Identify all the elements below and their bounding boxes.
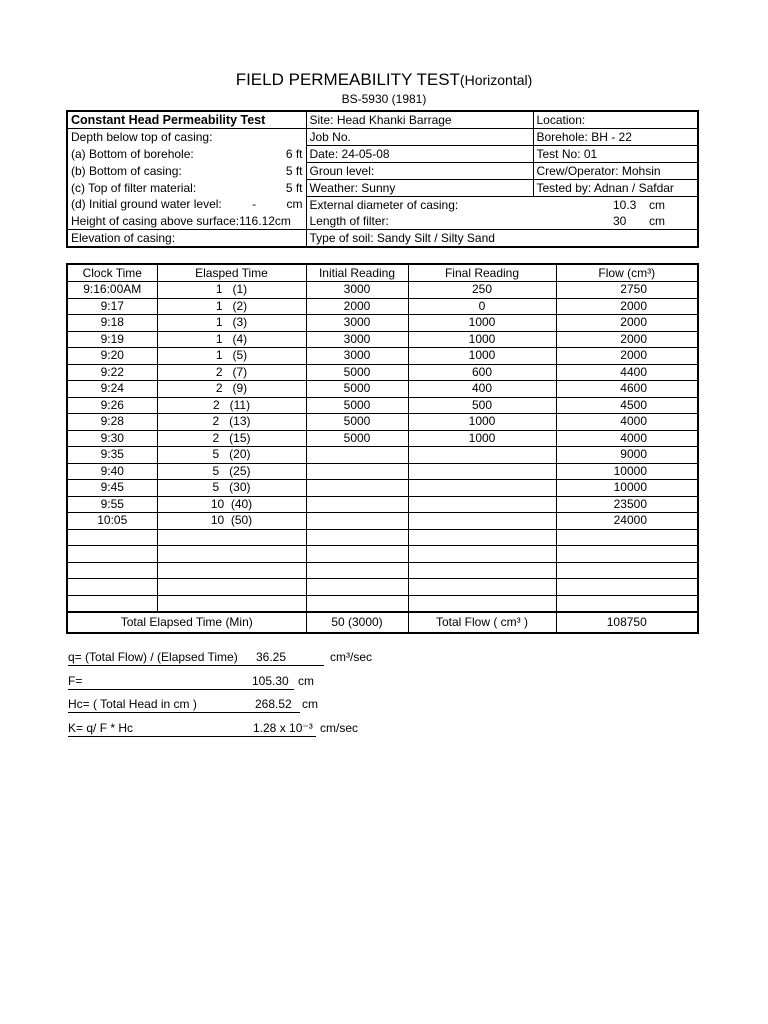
table-row [67, 513, 698, 530]
table-row [67, 298, 698, 315]
elapsed-time-cell: 1 (5) [157, 348, 306, 365]
ground-water-level [67, 197, 306, 214]
flow-cell [556, 579, 698, 596]
final-reading-cell [408, 480, 556, 497]
date: Date: 24-05-08 [306, 146, 533, 163]
final-reading-cell: 1000 [408, 315, 556, 332]
final-reading-cell [408, 513, 556, 530]
initial-reading-cell: 5000 [306, 397, 408, 414]
table-row [67, 447, 698, 464]
flow-cell: 4500 [556, 397, 698, 414]
final-reading-cell [408, 562, 556, 579]
test-info-table [66, 110, 699, 248]
table-row [67, 331, 698, 348]
q-label: q= (Total Flow) / (Elapsed Time) [68, 650, 238, 664]
elapsed-time-cell: 2 (11) [157, 397, 306, 414]
crew: Crew/Operator: Mohsin [533, 163, 698, 180]
initial-reading-cell [306, 562, 408, 579]
clock-time-cell: 9:28 [67, 414, 157, 431]
clock-time-cell: 9:22 [67, 364, 157, 381]
flow-cell: 4400 [556, 364, 698, 381]
final-reading-cell [408, 447, 556, 464]
elapsed-time-cell: 1 (2) [157, 298, 306, 315]
flow-cell: 4000 [556, 430, 698, 447]
bottom-borehole-label: (a) Bottom of borehole: [71, 146, 194, 161]
test-no: Test No: 01 [533, 146, 698, 163]
total-time-label: Total Elapsed Time (Min) [67, 612, 306, 633]
flow-cell: 10000 [556, 463, 698, 480]
casing-elevation: Elevation of casing: [67, 230, 306, 248]
clock-time-cell [67, 579, 157, 596]
table-row [67, 546, 698, 563]
final-reading-cell [408, 595, 556, 612]
elapsed-time-cell [157, 595, 306, 612]
q-unit: cm³/sec [330, 650, 372, 664]
clock-time-cell: 10:05 [67, 513, 157, 530]
elapsed-time-cell: 2 (7) [157, 364, 306, 381]
initial-reading-cell [306, 496, 408, 513]
elapsed-time-cell [157, 529, 306, 546]
f-label: F= [68, 674, 83, 688]
table-row [67, 315, 698, 332]
initial-reading-cell: 3000 [306, 331, 408, 348]
elapsed-time-cell: 2 (13) [157, 414, 306, 431]
col-flow: Flow (cm³) [556, 264, 698, 282]
col-final-reading: Final Reading [408, 264, 556, 282]
flow-cell: 9000 [556, 447, 698, 464]
clock-time-cell [67, 562, 157, 579]
standard-reference: BS-5930 (1981) [341, 92, 427, 106]
initial-reading-cell [306, 595, 408, 612]
readings-table [66, 263, 699, 634]
site: Site: Head Khanki Barrage [306, 111, 533, 129]
bottom-casing [67, 163, 306, 180]
flow-cell: 2000 [556, 298, 698, 315]
elapsed-time-cell [157, 546, 306, 563]
ext-diameter-unit: cm [649, 197, 665, 212]
elapsed-time-cell: 5 (30) [157, 480, 306, 497]
flow-cell: 2000 [556, 315, 698, 332]
table-row [67, 381, 698, 398]
flow-cell: 24000 [556, 513, 698, 530]
hc-value: 268.52 [255, 697, 292, 711]
elapsed-time-cell: 5 (25) [157, 463, 306, 480]
clock-time-cell [67, 546, 157, 563]
elapsed-time-cell: 2 (15) [157, 430, 306, 447]
initial-reading-cell [306, 529, 408, 546]
final-reading-cell [408, 496, 556, 513]
col-elapsed-time: Elasped Time [157, 264, 306, 282]
elapsed-time-cell: 1 (4) [157, 331, 306, 348]
filter-top-label: (c) Top of filter material: [71, 180, 197, 195]
flow-cell [556, 562, 698, 579]
total-time-value: 50 (3000) [306, 612, 408, 633]
elapsed-time-cell: 5 (20) [157, 447, 306, 464]
initial-reading-cell: 3000 [306, 315, 408, 332]
location: Location: [533, 111, 698, 129]
f-unit: cm [298, 674, 314, 688]
ext-diameter-value: 10.3 [613, 197, 637, 212]
flow-cell: 2750 [556, 282, 698, 299]
flow-cell: 4600 [556, 381, 698, 398]
initial-reading-cell: 5000 [306, 364, 408, 381]
final-reading-cell [408, 579, 556, 596]
table-row [67, 480, 698, 497]
filter-length-unit: cm [649, 213, 665, 228]
clock-time-cell: 9:20 [67, 348, 157, 365]
initial-reading-cell: 5000 [306, 430, 408, 447]
clock-time-cell: 9:24 [67, 381, 157, 398]
gwl-unit: cm [286, 197, 303, 212]
borehole: Borehole: BH - 22 [533, 129, 698, 146]
table-row [67, 282, 698, 299]
filter-top-value: 5 ft [285, 180, 303, 195]
elapsed-time-cell: 2 (9) [157, 381, 306, 398]
elapsed-time-cell: 1 (1) [157, 282, 306, 299]
total-flow-value: 108750 [556, 612, 698, 633]
clock-time-cell: 9:26 [67, 397, 157, 414]
flow-cell: 2000 [556, 331, 698, 348]
final-reading-cell [408, 546, 556, 563]
title-main: FIELD PERMEABILITY TEST [235, 70, 460, 89]
k-label: K= q/ F * Hc [68, 721, 134, 735]
clock-time-cell [67, 529, 157, 546]
final-reading-cell: 250 [408, 282, 556, 299]
initial-reading-cell: 2000 [306, 298, 408, 315]
initial-reading-cell [306, 546, 408, 563]
final-reading-cell: 1000 [408, 348, 556, 365]
depth-label: Depth below top of casing: [67, 129, 306, 146]
table-row [67, 414, 698, 431]
final-reading-cell: 1000 [408, 331, 556, 348]
f-value: 105.30 [252, 674, 289, 688]
clock-time-cell: 9:18 [67, 315, 157, 332]
col-initial-reading: Initial Reading [306, 264, 408, 282]
flow-cell [556, 595, 698, 612]
casing-height: Height of casing above surface:116.12cm [67, 213, 306, 230]
job-no: Job No. [306, 129, 533, 146]
flow-cell: 2000 [556, 348, 698, 365]
table-row [67, 364, 698, 381]
clock-time-cell: 9:17 [67, 298, 157, 315]
hc-label: Hc= ( Total Head in cm ) [68, 697, 197, 711]
flow-cell: 10000 [556, 480, 698, 497]
final-reading-cell: 600 [408, 364, 556, 381]
bottom-casing-label: (b) Bottom of casing: [71, 163, 182, 178]
tested-by: Tested by: Adnan / Safdar [533, 180, 698, 197]
gwl-label: (d) Initial ground water level: [71, 197, 222, 212]
elapsed-time-cell [157, 562, 306, 579]
bottom-borehole [67, 146, 306, 163]
filter-top [67, 180, 306, 197]
initial-reading-cell [306, 579, 408, 596]
table-row [67, 529, 698, 546]
final-reading-cell [408, 463, 556, 480]
ground-level: Groun level: [306, 163, 533, 180]
clock-time-cell: 9:16:00AM [67, 282, 157, 299]
readings-header-row [67, 264, 698, 282]
initial-reading-cell [306, 463, 408, 480]
table-row [67, 496, 698, 513]
initial-reading-cell [306, 480, 408, 497]
test-type: Constant Head Permeability Test [67, 111, 306, 129]
title-suffix: (Horizontal) [459, 72, 533, 88]
k-value: 1.28 x 10⁻³ [253, 721, 313, 735]
filter-length [306, 213, 698, 230]
q-value: 36.25 [256, 650, 287, 664]
initial-reading-cell: 5000 [306, 414, 408, 431]
initial-reading-cell: 5000 [306, 381, 408, 398]
initial-reading-cell [306, 513, 408, 530]
flow-cell [556, 529, 698, 546]
external-diameter [306, 197, 698, 214]
clock-time-cell: 9:40 [67, 463, 157, 480]
final-reading-cell: 1000 [408, 414, 556, 431]
total-flow-label: Total Flow ( cm³ ) [408, 612, 556, 633]
flow-cell: 4000 [556, 414, 698, 431]
flow-cell: 23500 [556, 496, 698, 513]
flow-cell [556, 546, 698, 563]
table-row [67, 579, 698, 596]
table-row [67, 463, 698, 480]
ext-diameter-label: External diameter of casing: [309, 197, 459, 212]
elapsed-time-cell [157, 579, 306, 596]
totals-row [67, 612, 698, 633]
clock-time-cell: 9:19 [67, 331, 157, 348]
final-reading-cell [408, 529, 556, 546]
hc-unit: cm [302, 697, 318, 711]
final-reading-cell: 500 [408, 397, 556, 414]
clock-time-cell: 9:30 [67, 430, 157, 447]
clock-time-cell: 9:45 [67, 480, 157, 497]
elapsed-time-cell: 10 (40) [157, 496, 306, 513]
elapsed-time-cell: 1 (3) [157, 315, 306, 332]
table-row [67, 562, 698, 579]
elapsed-time-cell: 10 (50) [157, 513, 306, 530]
table-row [67, 595, 698, 612]
initial-reading-cell: 3000 [306, 282, 408, 299]
soil-type: Type of soil: Sandy Silt / Silty Sand [306, 230, 698, 248]
k-unit: cm/sec [320, 721, 359, 735]
bottom-borehole-value: 6 ft [285, 146, 303, 161]
clock-time-cell: 9:35 [67, 447, 157, 464]
filter-length-value: 30 [613, 213, 627, 228]
filter-length-label: Length of filter: [309, 213, 389, 228]
initial-reading-cell [306, 447, 408, 464]
clock-time-cell [67, 595, 157, 612]
col-clock-time: Clock Time [67, 264, 157, 282]
gwl-value: - [252, 197, 257, 212]
final-reading-cell: 400 [408, 381, 556, 398]
table-row [67, 348, 698, 365]
page-title [0, 70, 768, 90]
initial-reading-cell: 3000 [306, 348, 408, 365]
clock-time-cell: 9:55 [67, 496, 157, 513]
table-row [67, 430, 698, 447]
table-row [67, 397, 698, 414]
weather: Weather: Sunny [306, 180, 533, 197]
bottom-casing-value: 5 ft [285, 163, 303, 178]
final-reading-cell: 1000 [408, 430, 556, 447]
final-reading-cell: 0 [408, 298, 556, 315]
